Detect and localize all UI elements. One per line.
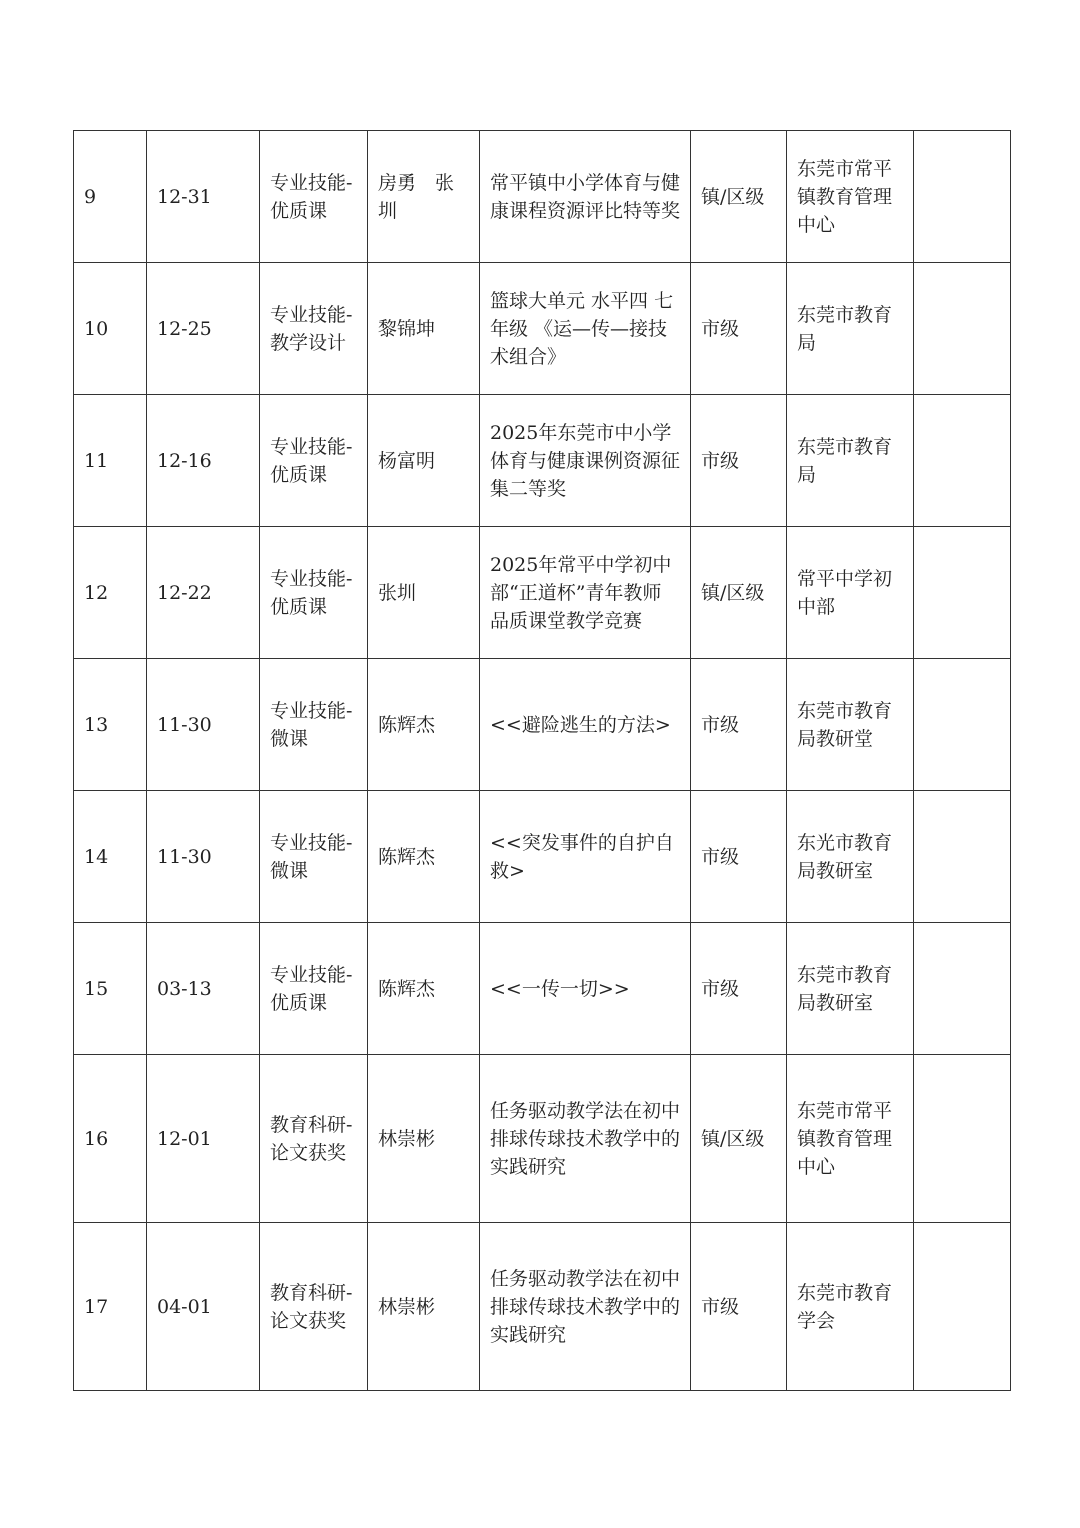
- row-note: [914, 791, 1011, 923]
- row-person: 房勇 张圳: [368, 131, 480, 263]
- row-person: 林崇彬: [368, 1223, 480, 1391]
- row-category: 专业技能-微课: [260, 791, 368, 923]
- table-row: [74, 263, 1011, 395]
- table-row: [74, 791, 1011, 923]
- row-level: 镇/区级: [691, 527, 787, 659]
- row-number: 10: [74, 263, 147, 395]
- row-issuer: 东莞市教育局教研室: [787, 923, 914, 1055]
- row-date: 12-31: [147, 131, 260, 263]
- row-level: 镇/区级: [691, 131, 787, 263]
- row-level: 市级: [691, 263, 787, 395]
- row-level: 市级: [691, 791, 787, 923]
- row-title: 任务驱动教学法在初中排球传球技术教学中的实践研究: [480, 1055, 691, 1223]
- row-category: 专业技能-教学设计: [260, 263, 368, 395]
- row-number: 17: [74, 1223, 147, 1391]
- row-issuer: 东光市教育局教研室: [787, 791, 914, 923]
- row-level: 市级: [691, 395, 787, 527]
- row-title: 篮球大单元 水平四 七年级 《运—传—接技术组合》: [480, 263, 691, 395]
- table-row: [74, 527, 1011, 659]
- row-note: [914, 527, 1011, 659]
- row-person: 杨富明: [368, 395, 480, 527]
- row-date: 03-13: [147, 923, 260, 1055]
- row-title: <<避险逃生的方法>: [480, 659, 691, 791]
- row-title: <<突发事件的自护自救>: [480, 791, 691, 923]
- row-person: 张圳: [368, 527, 480, 659]
- row-person: 陈辉杰: [368, 923, 480, 1055]
- row-category: 教育科研-论文获奖: [260, 1055, 368, 1223]
- row-category: 专业技能-优质课: [260, 131, 368, 263]
- row-number: 11: [74, 395, 147, 527]
- table-row: [74, 1223, 1011, 1391]
- row-level: 镇/区级: [691, 1055, 787, 1223]
- row-title: 2025年东莞市中小学体育与健康课例资源征集二等奖: [480, 395, 691, 527]
- row-level: 市级: [691, 1223, 787, 1391]
- row-title: 常平镇中小学体育与健康课程资源评比特等奖: [480, 131, 691, 263]
- row-date: 11-30: [147, 659, 260, 791]
- row-title: 2025年常平中学初中部“正道杯”青年教师品质课堂教学竞赛: [480, 527, 691, 659]
- row-category: 专业技能-优质课: [260, 923, 368, 1055]
- table-row: [74, 1055, 1011, 1223]
- row-person: 林崇彬: [368, 1055, 480, 1223]
- row-issuer: 常平中学初中部: [787, 527, 914, 659]
- row-number: 12: [74, 527, 147, 659]
- row-level: 市级: [691, 923, 787, 1055]
- row-date: 11-30: [147, 791, 260, 923]
- row-note: [914, 263, 1011, 395]
- row-issuer: 东莞市常平镇教育管理中心: [787, 131, 914, 263]
- row-category: 教育科研-论文获奖: [260, 1223, 368, 1391]
- row-note: [914, 131, 1011, 263]
- row-number: 9: [74, 131, 147, 263]
- row-note: [914, 1223, 1011, 1391]
- row-issuer: 东莞市教育局: [787, 263, 914, 395]
- row-issuer: 东莞市常平镇教育管理中心: [787, 1055, 914, 1223]
- awards-table: [73, 130, 1011, 1391]
- row-number: 16: [74, 1055, 147, 1223]
- row-issuer: 东莞市教育局: [787, 395, 914, 527]
- row-date: 12-22: [147, 527, 260, 659]
- table-row: [74, 923, 1011, 1055]
- row-date: 12-16: [147, 395, 260, 527]
- row-note: [914, 1055, 1011, 1223]
- row-category: 专业技能-微课: [260, 659, 368, 791]
- table-row: [74, 659, 1011, 791]
- row-category: 专业技能-优质课: [260, 527, 368, 659]
- table-row: [74, 395, 1011, 527]
- row-level: 市级: [691, 659, 787, 791]
- row-date: 12-01: [147, 1055, 260, 1223]
- row-person: 黎锦坤: [368, 263, 480, 395]
- row-title: <<一传一切>>: [480, 923, 691, 1055]
- row-issuer: 东莞市教育局教研堂: [787, 659, 914, 791]
- row-date: 12-25: [147, 263, 260, 395]
- row-title: 任务驱动教学法在初中排球传球技术教学中的实践研究: [480, 1223, 691, 1391]
- row-category: 专业技能-优质课: [260, 395, 368, 527]
- row-number: 13: [74, 659, 147, 791]
- row-person: 陈辉杰: [368, 791, 480, 923]
- row-person: 陈辉杰: [368, 659, 480, 791]
- row-note: [914, 659, 1011, 791]
- row-date: 04-01: [147, 1223, 260, 1391]
- row-note: [914, 923, 1011, 1055]
- row-issuer: 东莞市教育学会: [787, 1223, 914, 1391]
- row-number: 15: [74, 923, 147, 1055]
- table-row: [74, 131, 1011, 263]
- row-note: [914, 395, 1011, 527]
- row-number: 14: [74, 791, 147, 923]
